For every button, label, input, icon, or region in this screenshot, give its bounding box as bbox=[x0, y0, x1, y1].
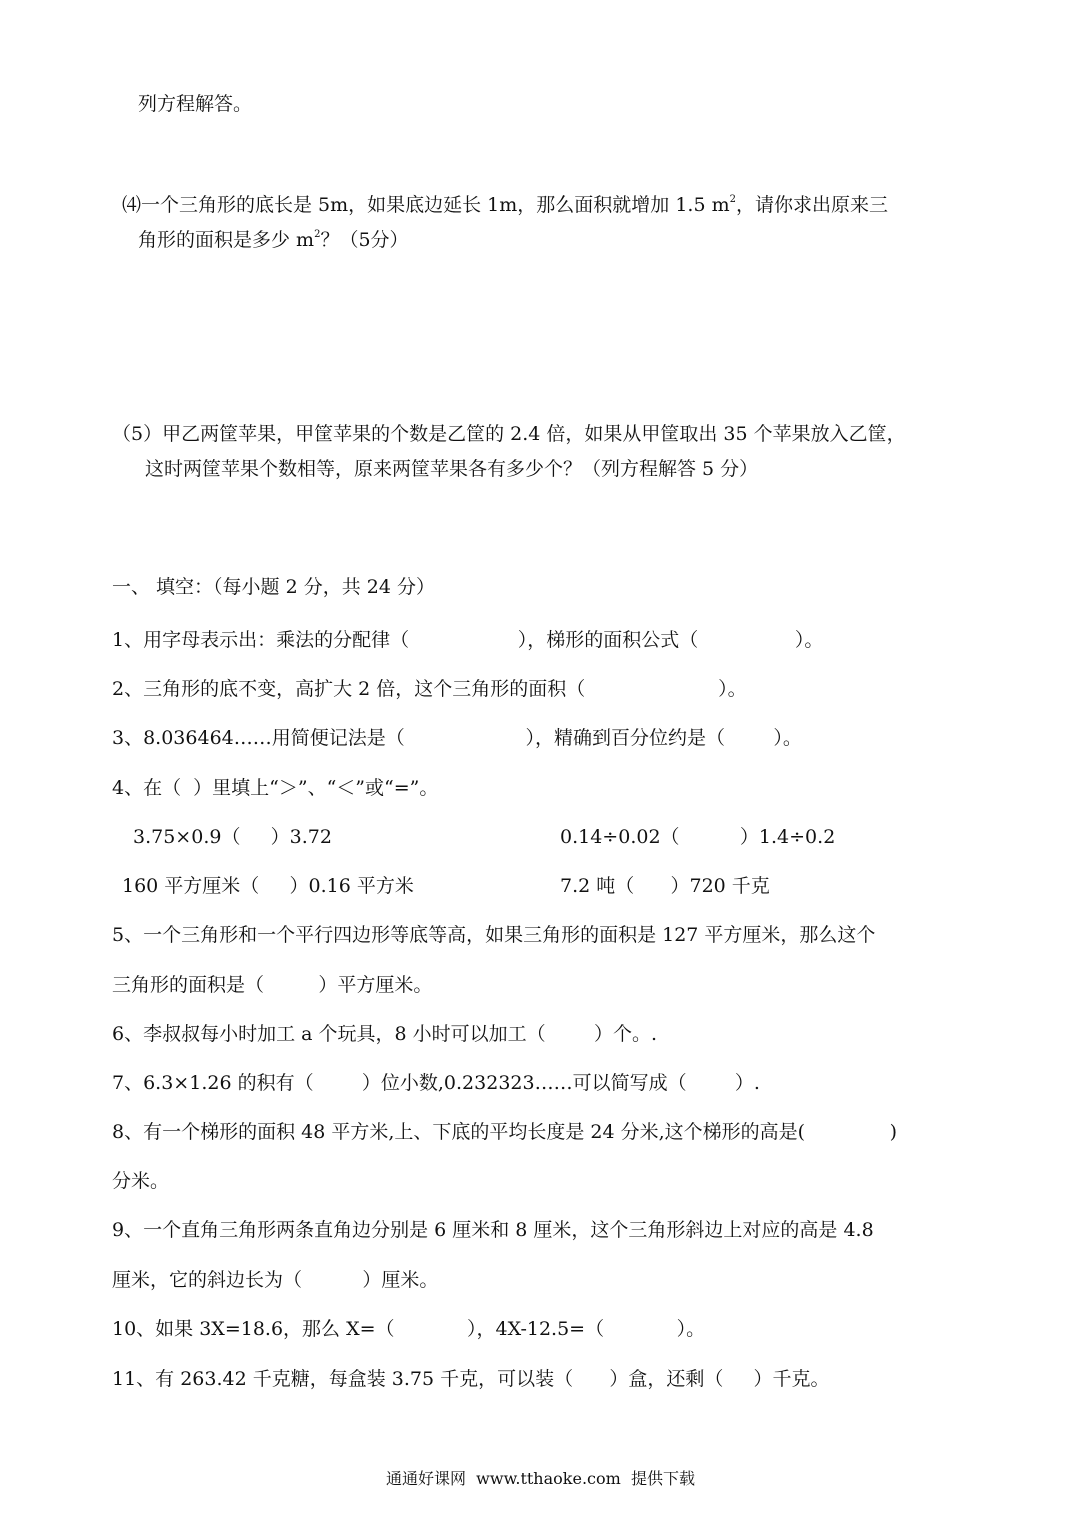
q4-line-1-text-b: ，请你求出原来三 bbox=[735, 194, 888, 216]
item-3: 3、8.036464……用简便记法是（ ），精确到百分位约是（ ）。 bbox=[112, 727, 802, 749]
item-11: 11、有 263.42 千克糖，每盒装 3.75 千克，可以装（ ）盒，还剩（ ）千克。 bbox=[112, 1368, 830, 1390]
q4-line-2-sup: 2 bbox=[314, 229, 321, 240]
item-4a-right: 0.14÷0.02（ ）1.4÷0.2 bbox=[560, 826, 836, 848]
item-4b-right: 7.2 吨（ ）720 千克 bbox=[560, 875, 770, 897]
q4-line-1-text-a: ⑷一个三角形的底长是 5m，如果底边延长 1m，那么面积就增加 1.5 m bbox=[122, 194, 730, 216]
item-10: 10、如果 3X=18.6，那么 X=（ ），4X-12.5=（ ）。 bbox=[112, 1318, 706, 1340]
item-8-line-2: 分米。 bbox=[112, 1170, 170, 1192]
top-line: 列方程解答。 bbox=[138, 93, 253, 115]
item-6: 6、李叔叔每小时加工 a 个玩具，8 小时可以加工（ ）个。. bbox=[112, 1023, 657, 1045]
item-5-line-1: 5、一个三角形和一个平行四边形等底等高，如果三角形的面积是 127 平方厘米，那么这个 bbox=[112, 924, 876, 946]
q4-line-2-text-b: ？（5分） bbox=[320, 229, 409, 251]
q5-line-2: 这时两筐苹果个数相等，原来两筐苹果各有多少个？（列方程解答 5 分） bbox=[145, 458, 759, 480]
q4-line-2 bbox=[138, 231, 409, 250]
item-4a-left: 3.75×0.9（ ）3.72 bbox=[133, 826, 332, 848]
item-4b-left: 160 平方厘米（ ）0.16 平方米 bbox=[122, 875, 414, 897]
section-title: 一、 填空：（每小题 2 分，共 24 分） bbox=[112, 576, 435, 598]
item-9-line-1: 9、一个直角三角形两条直角边分别是 6 厘米和 8 厘米，这个三角形斜边上对应的高是 4.8 bbox=[112, 1219, 874, 1241]
q4-line-1 bbox=[122, 196, 888, 215]
footer: 通通好课网 www.tthaoke.com 提供下载 bbox=[386, 1469, 695, 1488]
item-1: 1、用字母表示出：乘法的分配律（ ），梯形的面积公式（ ）。 bbox=[112, 629, 824, 651]
q4-line-1-sup: 2 bbox=[729, 194, 736, 205]
item-5-line-2: 三角形的面积是（ ）平方厘米。 bbox=[112, 974, 433, 996]
item-4: 4、在（ ）里填上“＞”、“＜”或“=”。 bbox=[112, 777, 439, 799]
q4-line-2-text-a: 角形的面积是多少 m bbox=[138, 229, 315, 251]
item-2: 2、三角形的底不变，高扩大 2 倍，这个三角形的面积（ ）。 bbox=[112, 678, 747, 700]
item-7: 7、6.3×1.26 的积有（ ）位小数,0.232323……可以简写成（ ）. bbox=[112, 1072, 760, 1094]
item-8-line-1: 8、有一个梯形的面积 48 平方米,上、下底的平均长度是 24 分米,这个梯形的高是( ) bbox=[112, 1121, 898, 1143]
item-9-line-2: 厘米，它的斜边长为（ ）厘米。 bbox=[112, 1269, 439, 1291]
q5-line-1: （5）甲乙两筐苹果，甲筐苹果的个数是乙筐的 2.4 倍，如果从甲筐取出 35 个苹果放入乙筐， bbox=[112, 423, 906, 445]
